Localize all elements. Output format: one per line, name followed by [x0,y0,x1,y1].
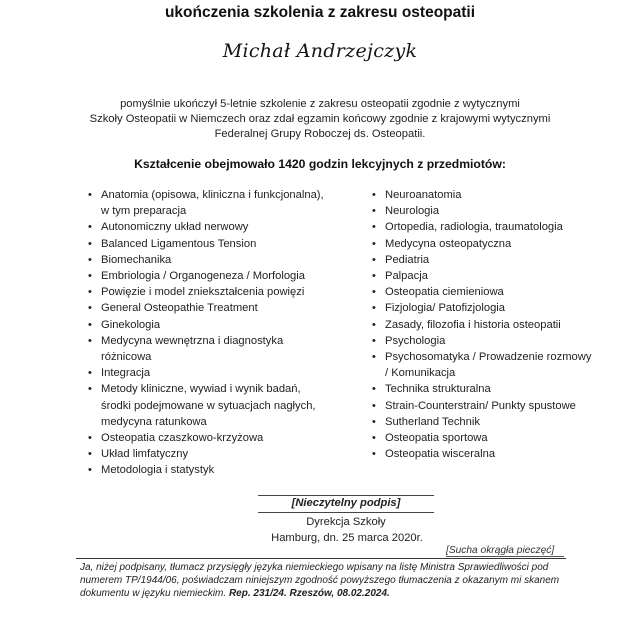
subject-text: Metody kliniczne, wywiad i wynik badań, [101,383,301,396]
subject-text: Balanced Ligamentous Tension [101,237,257,250]
bullet-icon: • [88,302,92,315]
graduate-name: Michał Andrzejczyk [222,40,418,62]
subject-item [86,219,356,235]
seal-note: [Sucha okrągła pieczęć] [446,545,555,556]
subjects-list-right [370,187,615,462]
subject-text: Powięzie i model zniekształcenia powięzi [101,286,305,299]
subject-item [86,381,356,430]
bullet-icon: • [88,270,92,283]
bullet-icon: • [372,351,376,364]
subject-text: medycyna ratunkowa [101,415,207,428]
subject-text: Anatomia (opisowa, kliniczna i funkcjonalna), [101,189,324,201]
seal-underline [446,556,564,557]
subject-text: środki podejmowane w sytuacjach nagłych, [101,399,316,412]
subject-item [86,236,356,252]
intro-line: pomyślnie ukończył 5-letnie szkolenie z zakresu osteopatii zgodnie z wytycznymi [120,98,520,110]
subject-text: Integracja [101,367,151,380]
subject-text: Neurologia [385,205,440,218]
bullet-icon: • [372,221,376,234]
subject-item [370,446,615,462]
translator-certification [80,562,580,600]
document-heading: ukończenia szkolenia z zakresu osteopatii [164,4,476,21]
subject-item [370,333,615,349]
subject-item [86,252,356,268]
subject-item [86,317,356,333]
signature-line-top [258,495,434,496]
subject-text: w tym preparacja [101,205,187,218]
subject-item [370,300,615,316]
bullet-icon: • [372,448,376,461]
subject-item [370,268,615,284]
bullet-icon: • [88,383,92,396]
bullet-icon: • [372,286,376,299]
subject-item [86,446,356,462]
subject-text: Autonomiczny układ nerwowy [101,221,249,234]
subject-item [370,349,615,381]
bullet-icon: • [372,270,376,283]
subject-item [86,462,356,478]
subject-item [86,300,356,316]
bullet-icon: • [88,367,92,380]
bullet-icon: • [372,302,376,315]
subject-text: Ginekologia [101,318,161,331]
subject-text: Psychologia [385,334,446,347]
subject-text: Biomechanika [101,253,172,266]
bullet-icon: • [372,253,376,266]
subject-item [86,365,356,381]
subject-text: Embriologia / Organogeneza / Morfologia [101,270,305,283]
certification-reference: Rep. 231/24. Rzeszów, 08.02.2024. [228,587,390,599]
intro-line: Federalnej Grupy Roboczej ds. Osteopatii. [214,128,426,140]
subject-item [370,381,615,397]
signature-date: Hamburg, dn. 25 marca 2020r. [271,532,423,544]
bullet-icon: • [372,318,376,331]
subject-text: General Osteopathie Treatment [101,302,258,315]
subject-item [370,430,615,446]
bullet-icon: • [372,432,376,445]
bullet-icon: • [372,399,376,412]
subject-item [370,414,615,430]
subject-text: Metodologia i statystyk [101,464,215,477]
bullet-icon: • [372,415,376,428]
subject-text: Medycyna wewnętrzna i diagnostyka [101,334,284,347]
bullet-icon: • [88,237,92,250]
subjects-heading: Kształcenie obejmowało 1420 godzin lekcyjnych z przedmiotów: [134,157,506,171]
subject-item [370,219,615,235]
subject-item [370,284,615,300]
subject-item [370,187,615,203]
signature-placeholder: [Nieczytelny podpis] [291,497,401,509]
bullet-icon: • [88,448,92,461]
subject-item [370,398,615,414]
separator-rule [76,558,566,559]
bullet-icon: • [88,286,92,299]
bullet-icon: • [88,221,92,234]
subject-text: Palpacja [385,270,428,283]
subject-text: Medycyna osteopatyczna [385,237,512,250]
subject-item [86,333,356,365]
signature-title: Dyrekcja Szkoły [306,516,386,528]
bullet-icon: • [88,318,92,331]
subject-text: Fizjologia/ Patofizjologia [385,302,506,315]
intro-paragraph [60,97,580,142]
bullet-icon: • [372,383,376,396]
certification-text: Ja, niżej podpisany, tłumacz przysięgły języka niemieckiego wpisany na listę Ministra Sprawiedliwości pod numerem TP/1944/06, poświadczam niniejszym zgodność powyższego tłumaczenia z okazanym mi skanem dokumentu w języku niemieckim. [80,562,560,599]
subject-text: Pediatria [385,253,430,266]
bullet-icon: • [372,237,376,250]
subject-text: Psychosomatyka / Prowadzenie rozmowy [385,351,592,364]
subject-text: Osteopatia ciemieniowa [385,286,504,299]
signature-line-bottom [258,512,434,513]
subject-text: Osteopatia sportowa [385,432,488,445]
subject-text: Osteopatia czaszkowo-krzyżowa [101,432,264,445]
subject-item [370,203,615,219]
subject-item [86,430,356,446]
subject-item [86,284,356,300]
bullet-icon: • [88,432,92,445]
subject-text: Układ limfatyczny [101,448,189,461]
subject-text: Strain-Counterstrain/ Punkty spustowe [385,399,576,412]
subject-text: / Komunikacja [385,367,456,380]
subject-text: Sutherland Technik [385,415,480,428]
bullet-icon: • [372,334,376,347]
bullet-icon: • [88,334,92,347]
bullet-icon: • [88,464,92,477]
bullet-icon: • [372,189,376,201]
subjects-list-left [86,187,356,479]
bullet-icon: • [88,253,92,266]
subject-item [370,236,615,252]
subject-text: Osteopatia wisceralna [385,448,496,461]
subject-item [86,268,356,284]
subject-text: Zasady, filozofia i historia osteopatii [385,318,561,331]
bullet-icon: • [88,189,92,201]
subject-item [370,252,615,268]
subject-text: różnicowa [101,351,152,364]
subject-text: Technika strukturalna [385,383,491,396]
subject-text: Neuroanatomia [385,189,462,201]
bullet-icon: • [372,205,376,218]
subject-item [370,317,615,333]
subject-item [86,187,356,219]
intro-line: Szkoły Osteopatii w Niemczech oraz zdał egzamin końcowy zgodnie z krajowymi wytycznymi [89,113,551,125]
subject-text: Ortopedia, radiologia, traumatologia [385,221,563,234]
